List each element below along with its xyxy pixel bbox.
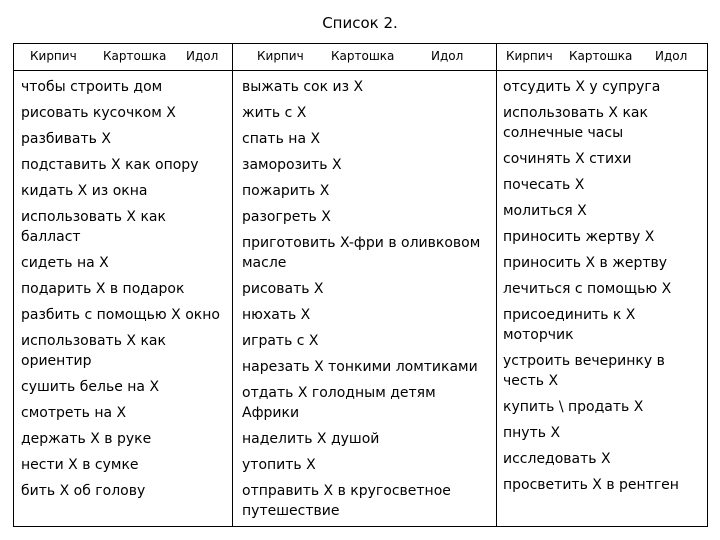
header-idol-2: Идол [431,49,464,63]
list-item: подставить X как опору [21,157,199,173]
list-item: пнуть X [503,425,561,441]
list-item: подарить X в подарок [21,281,185,297]
list-item: заморозить X [242,157,342,173]
list-item: нести X в сумке [21,457,139,473]
list-item: играть с X [242,333,319,349]
list-item: использовать X как солнечные часы [503,105,648,141]
list-item: сушить белье на X [21,379,160,395]
list-item: спать на X [242,131,321,147]
header-divider [13,70,708,71]
list-item: рисовать кусочком X [21,105,176,121]
list-item: купить \ продать X [503,399,644,415]
list-item: лечиться с помощью X [503,281,672,297]
list-item: отправить X в кругосветное путешествие [242,483,451,519]
list-item: утопить X [242,457,316,473]
header-idol-1: Идол [186,49,219,63]
column-divider [232,43,233,527]
list-item: выжать сок из X [242,79,364,95]
header-brick-3: Кирпич [506,49,553,63]
list-item: держать X в руке [21,431,152,447]
column-2-list [242,77,494,527]
list-item: исследовать X [503,451,611,467]
header-brick-1: Кирпич [30,49,77,63]
list-item: чтобы строить дом [21,79,163,95]
column-1-list [21,77,229,507]
list-item: использовать X как ориентир [21,333,166,369]
list-item: бить X об голову [21,483,146,499]
list-item: присоединить к X моторчик [503,307,636,343]
list-item: сидеть на X [21,255,109,271]
list-item: почесать X [503,177,585,193]
list-item: рисовать X [242,281,324,297]
header-idol-3: Идол [655,49,688,63]
list-item: смотреть на X [21,405,127,421]
list-item: молиться X [503,203,587,219]
list-item: устроить вечеринку в честь X [503,353,665,389]
list-item: отсудить X у супруга [503,79,661,95]
column-divider [496,43,497,527]
list-item: сочинять X стихи [503,151,632,167]
list-item: жить с X [242,105,307,121]
list-item: просветить X в рентген [503,477,679,493]
list-item: нарезать X тонкими ломтиками [242,359,478,375]
list-item: отдать X голодным детям Африки [242,385,436,421]
page-title: Список 2. [322,14,398,32]
list-item: разогреть X [242,209,331,225]
list-item: приносить жертву X [503,229,655,245]
column-3-list [503,77,703,501]
header-potato-3: Картошка [569,49,633,63]
list-item: пожарить X [242,183,330,199]
list-item: разбивать X [21,131,111,147]
list-item: использовать X как балласт [21,209,166,245]
list-item: наделить X душой [242,431,380,447]
list-item: нюхать X [242,307,311,323]
list-item: приносить X в жертву [503,255,668,271]
header-brick-2: Кирпич [257,49,304,63]
list-item: приготовить X-фри в оливковом масле [242,235,481,271]
header-potato-1: Картошка [103,49,167,63]
list-item: разбить с помощью X окно [21,307,220,323]
list-item: кидать X из окна [21,183,148,199]
header-potato-2: Картошка [331,49,395,63]
